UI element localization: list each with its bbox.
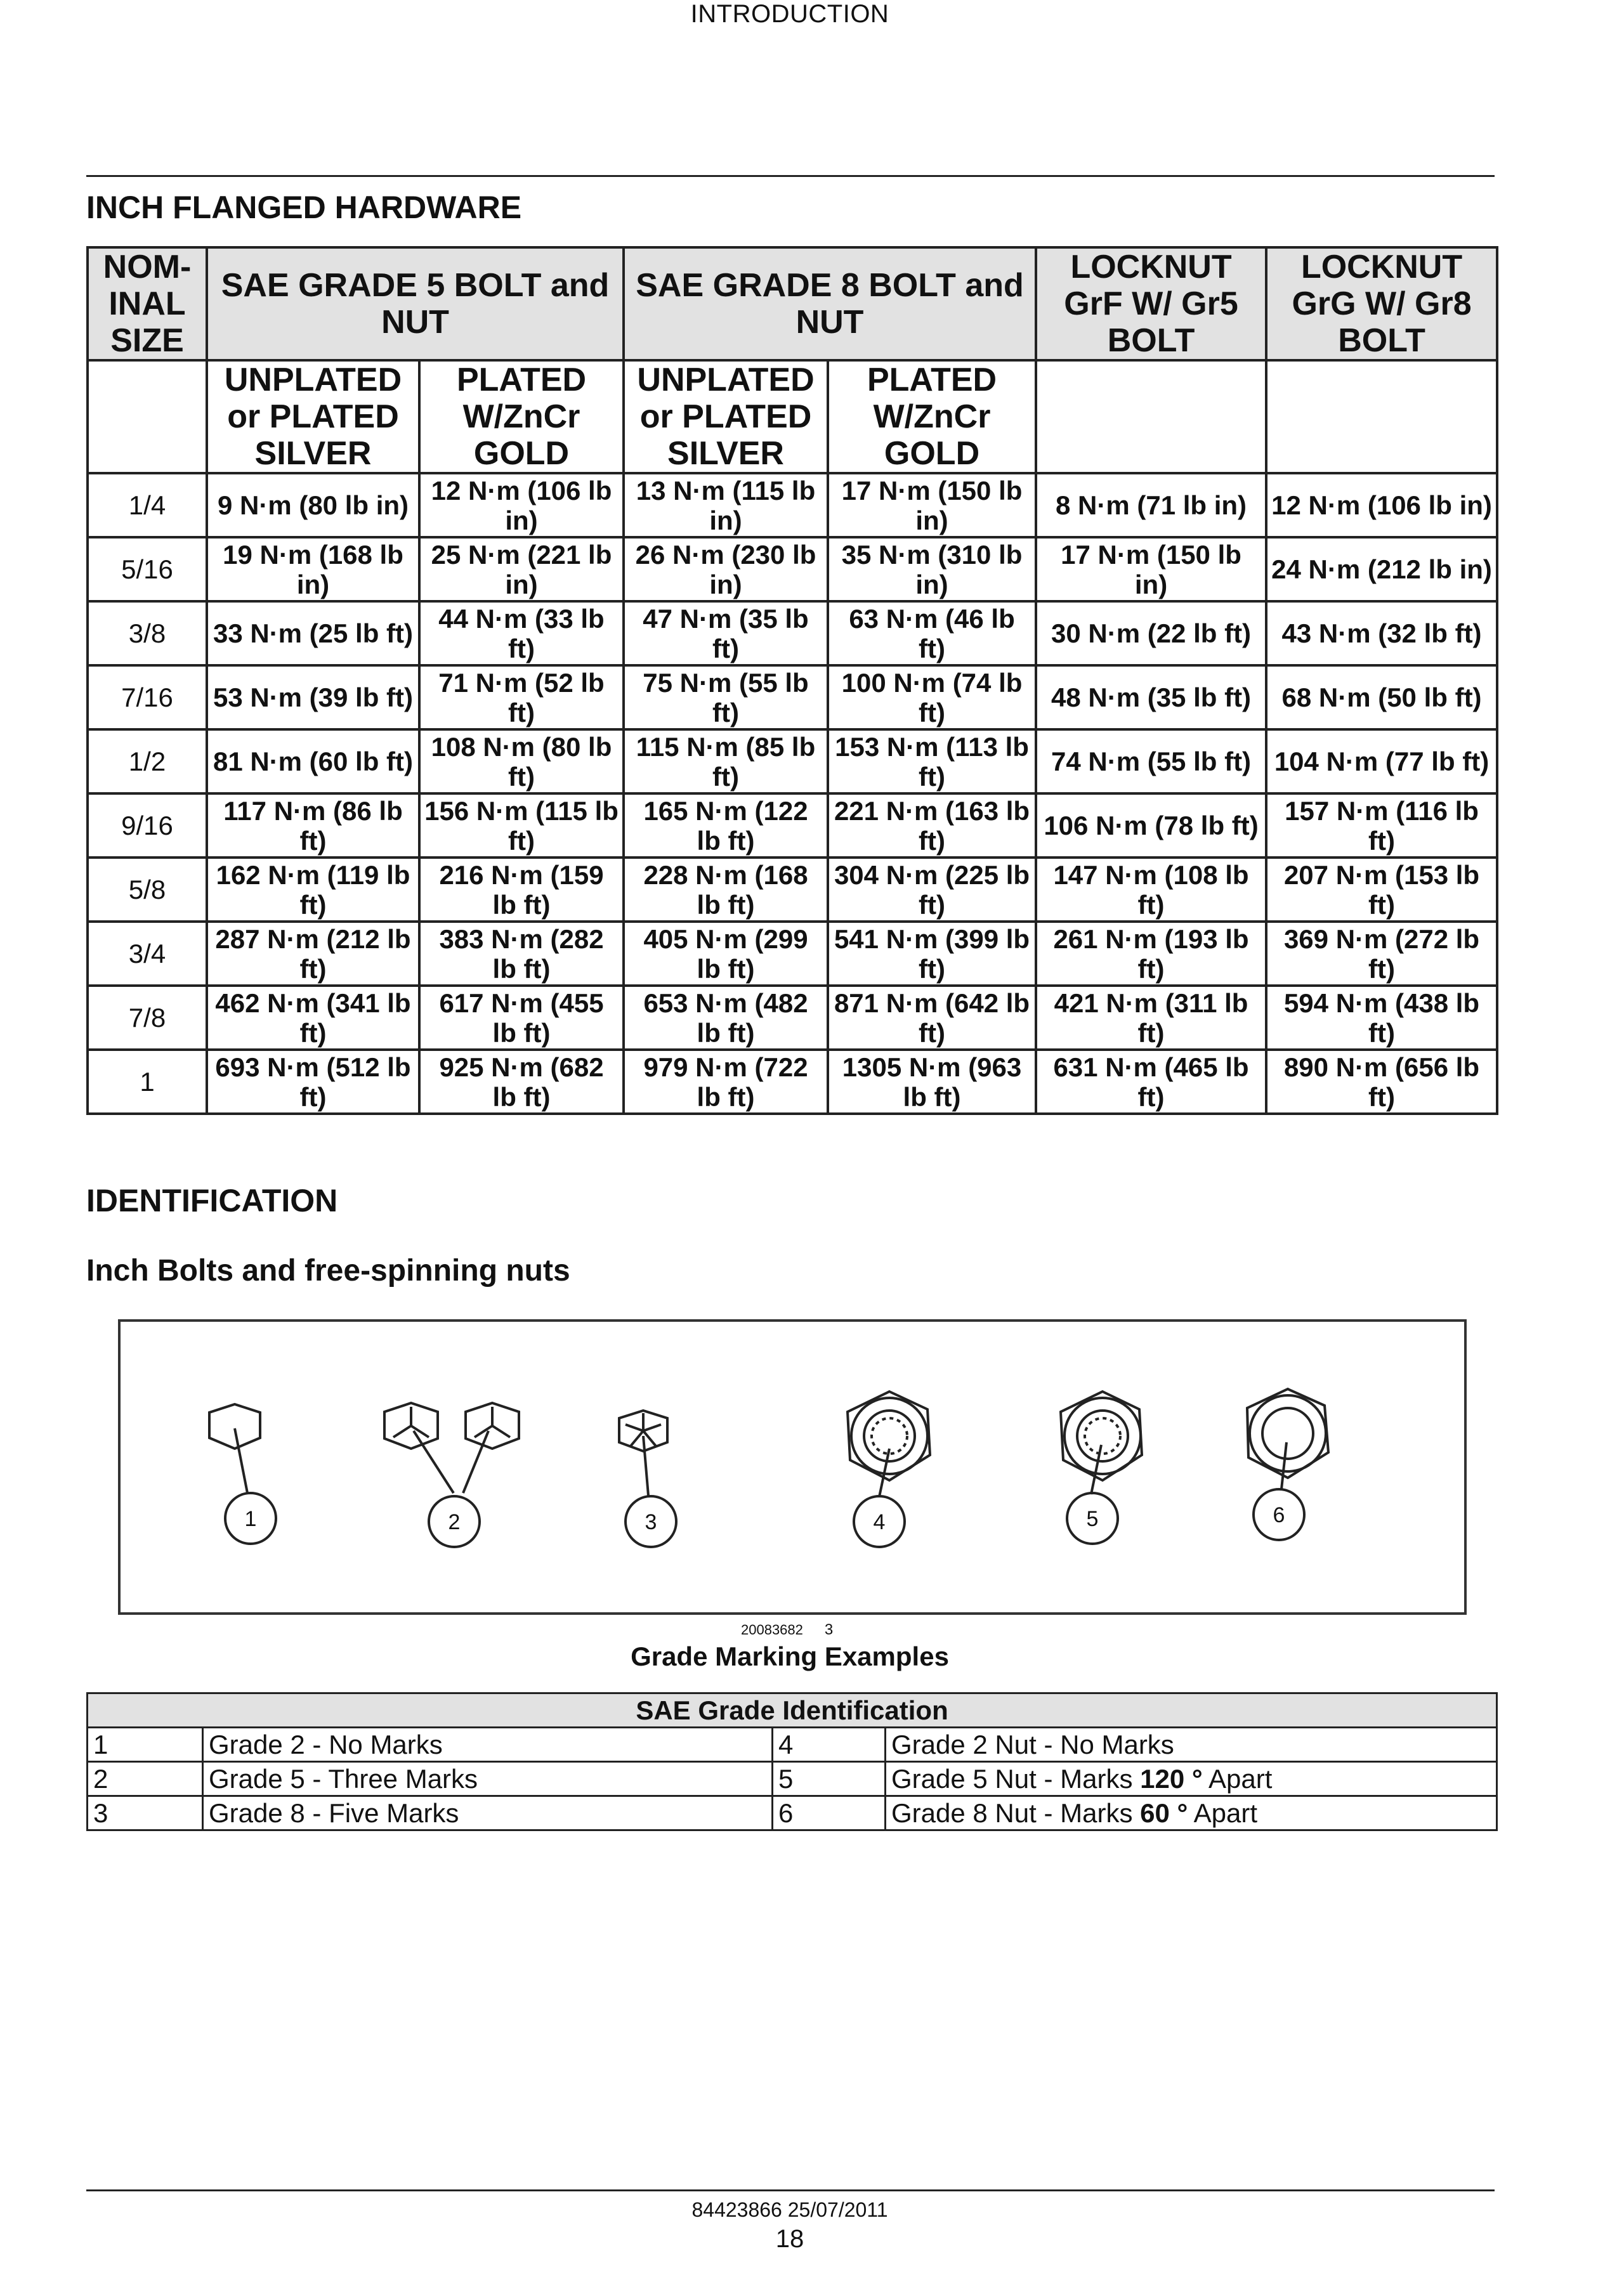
desc-text: Apart [1202,1764,1273,1794]
grade-id-table [86,1692,1498,1831]
header-locknut-grg: LOCKNUT GrG W/ Gr8 BOLT [1266,247,1497,360]
grade-number: 4 [773,1728,886,1762]
torque-cell: 216 N·m (159 lb ft) [419,858,624,922]
header-rule [86,175,1495,177]
torque-cell: 12 N·m (106 lb in) [419,473,624,537]
subheader-cell [1266,360,1497,473]
subheader-cell: UNPLATED or PLATED SILVER [624,360,828,473]
torque-cell: 541 N·m (399 lb ft) [828,922,1036,986]
desc-text: Grade 5 Nut - Marks [891,1764,1141,1794]
callout-label-5: 5 [1086,1507,1099,1531]
torque-cell: 30 N·m (22 lb ft) [1036,601,1266,665]
section-title: INCH FLANGED HARDWARE [86,190,522,225]
grade-number: 2 [88,1762,203,1796]
torque-cell: 8 N·m (71 lb in) [1036,473,1266,537]
torque-cell: 617 N·m (455 lb ft) [419,986,624,1050]
nominal-size-cell: 9/16 [88,793,207,858]
torque-cell: 33 N·m (25 lb ft) [207,601,419,665]
desc-text: Grade 8 Nut - Marks [891,1798,1141,1828]
table-row [88,1796,1497,1830]
torque-cell: 304 N·m (225 lb ft) [828,858,1036,922]
torque-cell: 44 N·m (33 lb ft) [419,601,624,665]
subheader-cell: PLATED W/ZnCr GOLD [419,360,624,473]
subheader-cell: UNPLATED or PLATED SILVER [207,360,419,473]
page-header: INTRODUCTION [690,0,889,28]
torque-cell: 165 N·m (122 lb ft) [624,793,828,858]
desc-angle: 60 ° [1140,1798,1188,1828]
torque-cell: 48 N·m (35 lb ft) [1036,665,1266,729]
grade-marking-figure [118,1319,1467,1615]
torque-cell: 106 N·m (78 lb ft) [1036,793,1266,858]
torque-cell: 68 N·m (50 lb ft) [1266,665,1497,729]
torque-cell: 162 N·m (119 lb ft) [207,858,419,922]
table-row [88,601,1497,665]
callout-label-4: 4 [873,1510,886,1534]
torque-cell: 405 N·m (299 lb ft) [624,922,828,986]
grade-marking-illustration [121,1322,1464,1612]
torque-cell: 421 N·m (311 lb ft) [1036,986,1266,1050]
torque-cell: 221 N·m (163 lb ft) [828,793,1036,858]
torque-cell: 156 N·m (115 lb ft) [419,793,624,858]
torque-cell: 25 N·m (221 lb in) [419,537,624,601]
torque-cell: 153 N·m (113 lb ft) [828,729,1036,793]
header-grade8: SAE GRADE 8 BOLT and NUT [624,247,1036,360]
subsection-title: Inch Bolts and free-spinning nuts [86,1254,570,1288]
torque-body [88,473,1497,1114]
nominal-size-cell: 5/16 [88,537,207,601]
grade-description [886,1796,1497,1830]
footer-rule [86,2189,1495,2191]
torque-cell: 228 N·m (168 lb ft) [624,858,828,922]
figure-caption: Grade Marking Examples [631,1641,949,1671]
torque-cell: 17 N·m (150 lb in) [828,473,1036,537]
torque-cell: 13 N·m (115 lb in) [624,473,828,537]
torque-cell: 653 N·m (482 lb ft) [624,986,828,1050]
table-row [88,1728,1497,1762]
table-row [88,858,1497,922]
grade-table-title: SAE Grade Identification [88,1693,1497,1728]
torque-cell: 157 N·m (116 lb ft) [1266,793,1497,858]
callout-label-6: 6 [1273,1503,1285,1527]
table-row [88,729,1497,793]
torque-cell: 9 N·m (80 lb in) [207,473,419,537]
desc-text: Apart [1188,1798,1258,1828]
figure-ref-id: 20083682 [741,1622,803,1638]
nut-grade5-icon [1061,1392,1142,1480]
torque-cell: 104 N·m (77 lb ft) [1266,729,1497,793]
nominal-size-cell: 3/4 [88,922,207,986]
page-number: 18 [775,2225,804,2253]
torque-cell: 108 N·m (80 lb ft) [419,729,624,793]
torque-cell: 261 N·m (193 lb ft) [1036,922,1266,986]
nominal-size-cell: 5/8 [88,858,207,922]
table-row [88,537,1497,601]
nominal-size-cell: 1/4 [88,473,207,537]
grade-description [886,1762,1497,1796]
grade-number: 3 [88,1796,203,1830]
nut-grade8-icon [1247,1389,1328,1478]
torque-cell: 287 N·m (212 lb ft) [207,922,419,986]
subheader-cell [1036,360,1266,473]
figure-ref-number: 3 [824,1621,834,1638]
torque-cell: 74 N·m (55 lb ft) [1036,729,1266,793]
table-row [88,473,1497,537]
figure-reference [741,1621,833,1639]
torque-cell: 53 N·m (39 lb ft) [207,665,419,729]
torque-cell: 979 N·m (722 lb ft) [624,1050,828,1114]
torque-cell: 75 N·m (55 lb ft) [624,665,828,729]
header-locknut-grf: LOCKNUT GrF W/ Gr5 BOLT [1036,247,1266,360]
torque-cell: 925 N·m (682 lb ft) [419,1050,624,1114]
nominal-size-cell: 7/8 [88,986,207,1050]
nominal-size-cell: 7/16 [88,665,207,729]
torque-cell: 115 N·m (85 lb ft) [624,729,828,793]
table-row [88,1762,1497,1796]
torque-cell: 12 N·m (106 lb in) [1266,473,1497,537]
callout-label-3: 3 [645,1510,657,1534]
torque-cell: 462 N·m (341 lb ft) [207,986,419,1050]
nut-grade2-icon [848,1392,930,1480]
torque-cell: 17 N·m (150 lb in) [1036,537,1266,601]
torque-cell: 19 N·m (168 lb in) [207,537,419,601]
torque-cell: 369 N·m (272 lb ft) [1266,922,1497,986]
torque-cell: 207 N·m (153 lb ft) [1266,858,1497,922]
torque-cell: 117 N·m (86 lb ft) [207,793,419,858]
grade-description: Grade 5 - Three Marks [203,1762,773,1796]
grade-description: Grade 2 - No Marks [203,1728,773,1762]
torque-cell: 147 N·m (108 lb ft) [1036,858,1266,922]
table-row [88,1050,1497,1114]
header-nominal-size: NOM-INAL SIZE [88,247,207,360]
torque-cell: 871 N·m (642 lb ft) [828,986,1036,1050]
header-grade5: SAE GRADE 5 BOLT and NUT [207,247,624,360]
bolt-head-grade2-icon [209,1404,260,1449]
callout-label-2: 2 [448,1510,461,1534]
grade-description: Grade 2 Nut - No Marks [886,1728,1497,1762]
table-row [88,922,1497,986]
torque-cell: 81 N·m (60 lb ft) [207,729,419,793]
identification-title: IDENTIFICATION [86,1183,338,1218]
grade-description: Grade 8 - Five Marks [203,1796,773,1830]
torque-cell: 100 N·m (74 lb ft) [828,665,1036,729]
subheader-cell: PLATED W/ZnCr GOLD [828,360,1036,473]
grade-number: 6 [773,1796,886,1830]
torque-cell: 63 N·m (46 lb ft) [828,601,1036,665]
subheader-cell [88,360,207,473]
table-row [88,793,1497,858]
torque-cell: 26 N·m (230 lb in) [624,537,828,601]
torque-cell: 890 N·m (656 lb ft) [1266,1050,1497,1114]
torque-cell: 71 N·m (52 lb ft) [419,665,624,729]
torque-cell: 594 N·m (438 lb ft) [1266,986,1497,1050]
grade-number: 1 [88,1728,203,1762]
torque-cell: 631 N·m (465 lb ft) [1036,1050,1266,1114]
table-row [88,665,1497,729]
nominal-size-cell: 1/2 [88,729,207,793]
table-row [88,986,1497,1050]
torque-table [86,246,1498,1115]
nominal-size-cell: 1 [88,1050,207,1114]
nominal-size-cell: 3/8 [88,601,207,665]
torque-cell: 43 N·m (32 lb ft) [1266,601,1497,665]
desc-angle: 120 ° [1140,1764,1203,1794]
torque-cell: 24 N·m (212 lb in) [1266,537,1497,601]
torque-cell: 35 N·m (310 lb in) [828,537,1036,601]
footer-doc-number: 84423866 25/07/2011 [691,2198,888,2221]
torque-cell: 693 N·m (512 lb ft) [207,1050,419,1114]
torque-cell: 47 N·m (35 lb ft) [624,601,828,665]
torque-cell: 383 N·m (282 lb ft) [419,922,624,986]
torque-header-row [88,247,1497,360]
callout-label-1: 1 [244,1507,257,1531]
grade-number: 5 [773,1762,886,1796]
torque-cell: 1305 N·m (963 lb ft) [828,1050,1036,1114]
torque-subheader-row [88,360,1497,473]
